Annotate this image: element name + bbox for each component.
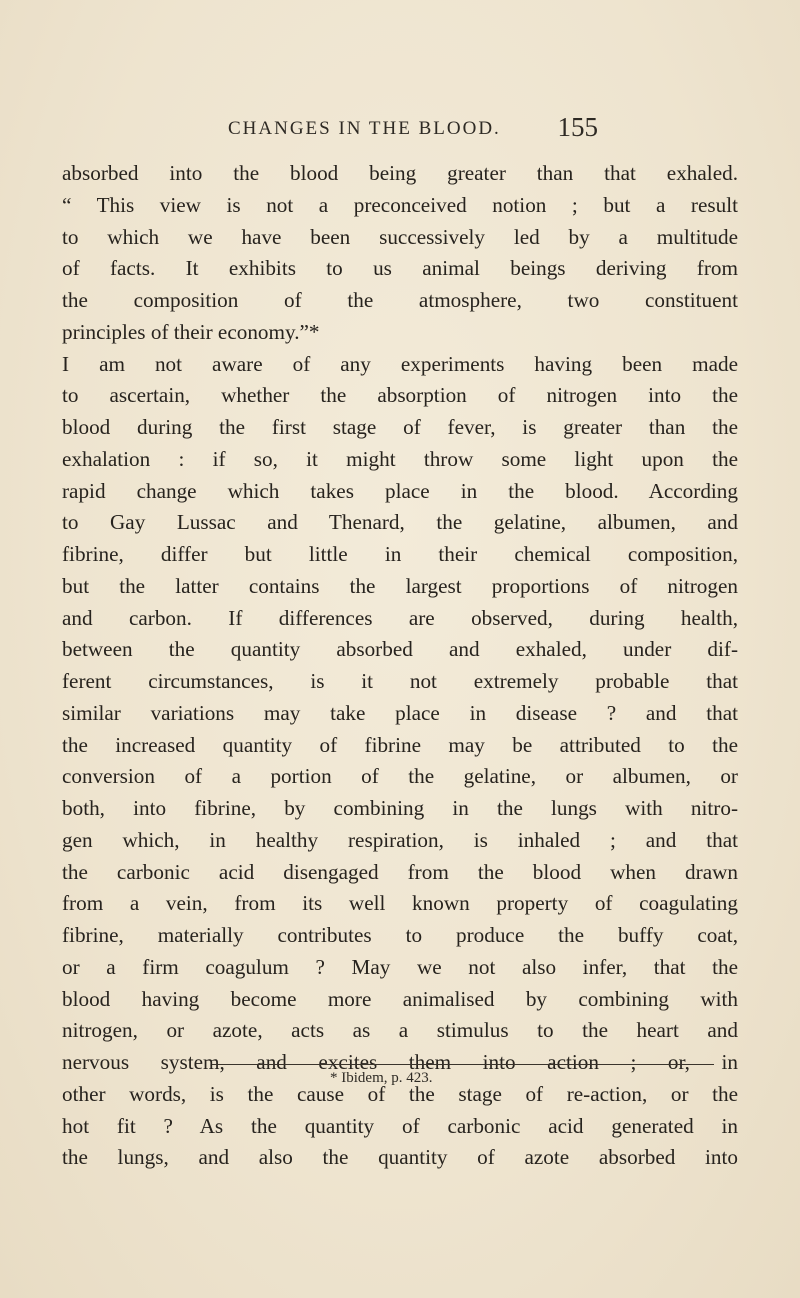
text-line: the composition of the atmosphere, two constituent <box>62 288 738 312</box>
footnote-divider <box>212 1064 714 1065</box>
text-line: both, into fibrine, by combining in the lungs with nitro- <box>62 796 738 820</box>
text-line: the increased quantity of fibrine may be attributed to the <box>62 732 738 757</box>
text-line: exhalation : if so, it might throw some light upon the <box>62 446 738 471</box>
text-line: conversion of a portion of the gelatine, or albumen, or <box>62 764 738 789</box>
text-line: I am not aware of any experiments having been made <box>62 351 738 376</box>
text-line: gen which, in healthy respiration, is inhaled ; and that <box>62 827 738 852</box>
text-line: nitrogen, or azote, acts as a stimulus to the heart and <box>62 1018 738 1043</box>
text-line: fibrine, materially contributes to produce the buffy coat, <box>62 923 738 947</box>
text-line: and carbon. If differences are observed, during health, <box>62 605 738 630</box>
text-line: from a vein, from its well known property of coagulating <box>62 891 738 916</box>
text-line: other words, is the cause of the stage of re-action, or the <box>62 1081 738 1106</box>
text-line: rapid change which takes place in the blood. According <box>62 478 738 503</box>
text-line: “ This view is not a preconceived notion ; but a result <box>62 192 738 217</box>
text-line: but the latter contains the largest proportions of nitrogen <box>62 573 738 598</box>
text-line: of facts. It exhibits to us animal beings deriving from <box>62 256 738 281</box>
page-number: 155 <box>557 112 598 142</box>
body-text <box>62 158 738 1174</box>
text-line: to Gay Lussac and Thenard, the gelatine, albumen, and <box>62 510 738 535</box>
text-line: absorbed into the blood being greater than that exhaled. <box>62 161 738 185</box>
text-line: blood having become more animalised by combining with <box>62 986 738 1011</box>
text-line: ferent circumstances, is it not extremely probable that <box>62 669 738 693</box>
text-line: to ascertain, whether the absorption of nitrogen into the <box>62 383 738 408</box>
text-line: hot fit ? As the quantity of carbonic acid generated in <box>62 1113 738 1138</box>
text-line: nervous system, and excites them into action ; or, in <box>62 1050 738 1074</box>
text-line: similar variations may take place in disease ? and that <box>62 700 738 725</box>
text-line: principles of their economy.”* <box>62 319 320 344</box>
text-line: to which we have been successively led by a multitude <box>62 224 738 249</box>
text-line: or a firm coagulum ? May we not also infer, that the <box>62 954 738 979</box>
text-line: the lungs, and also the quantity of azote absorbed into <box>62 1145 738 1170</box>
text-line: blood during the first stage of fever, is greater than the <box>62 415 738 439</box>
footnote: * Ibidem, p. 423. <box>330 1070 433 1086</box>
text-line: the carbonic acid disengaged from the blood when drawn <box>62 859 738 884</box>
page-header <box>228 112 598 152</box>
text-line: fibrine, differ but little in their chemical composition, <box>62 542 738 566</box>
running-head: CHANGES IN THE BLOOD. <box>228 118 501 139</box>
text-line: between the quantity absorbed and exhaled, under dif- <box>62 637 738 662</box>
